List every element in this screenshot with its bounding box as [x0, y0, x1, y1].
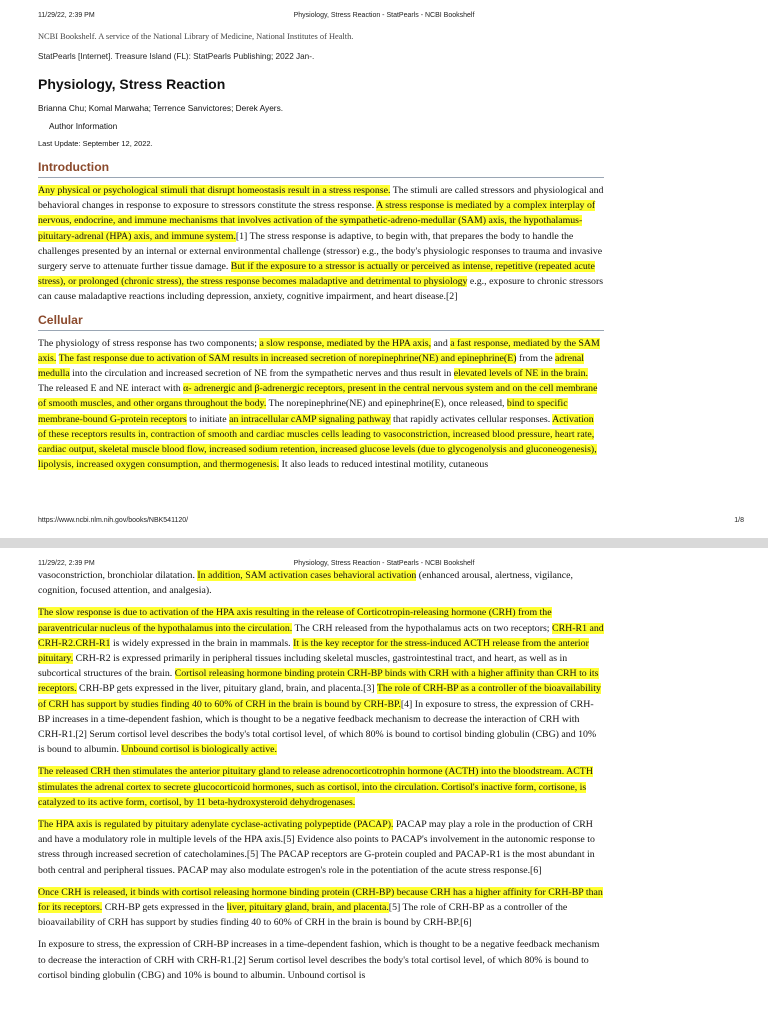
highlighted-text: The fast response due to activation of SAM results in increased secretion of norepinephrine(NE) and epinephrine(E)	[58, 352, 517, 364]
highlighted-text: adrenal medulla	[38, 352, 584, 380]
text-run: into the circulation and increased secretion of NE from the sympathetic nerves and thus result in	[69, 368, 454, 380]
text-run: In exposure to stress, the expression of CRH-BP increases in a time-dependent fashion, which is thought to be a negative feedback mechanism to decrease the interaction of CRH with CRH-R1.[2] Serum cortisol level describes the body's total cortisol level, of which 80% is bound to cortisol binding globulin (CBG) and 10% is bound to albumin. Unbound cortisol is	[38, 939, 600, 981]
print-timestamp: 11/29/22, 2:39 PM	[38, 12, 95, 19]
text-run: [1] The stress response is adaptive, to begin with, that prepares the body to handle the challenges presented by an internal or external environmental challenge (stressor) e.g., the body's physiologic responses to trauma and invasive surgery serve to attenuate further tissue damage.	[38, 230, 603, 273]
highlighted-text: The slow response is due to activation of the HPA axis resulting in the release of Corticotropin-releasing hormone (CRH) from the paraventricular nucleus of the hypothalamus into the circulation.	[38, 607, 552, 634]
text-run: vasoconstriction, bronchiolar dilatation.	[38, 570, 198, 581]
highlighted-text: Any physical or psychological stimuli that disrupt homeostasis result in a stress response.	[38, 185, 391, 196]
highlighted-text: Cortisol releasing hormone binding protein CRH-BP binds with CRH with a higher affinity than CRH to its receptors.	[38, 668, 599, 695]
crh-bp-paragraph	[38, 885, 604, 931]
intro-paragraph	[38, 183, 604, 305]
author-information-link[interactable]: Author Information	[49, 121, 118, 131]
highlighted-text: It is the key receptor for the stress-induced ACTH release from the anterior pituitary.	[38, 637, 589, 665]
text-run: CRH-BP gets expressed in the liver, pituitary gland, brain, and placenta.[3]	[76, 683, 377, 695]
text-run: is widely expressed in the brain in mammals.	[110, 637, 294, 649]
text-run: that rapidly activates cellular responses.	[390, 413, 553, 425]
last-update: Last Update: September 12, 2022.	[38, 139, 153, 148]
text-run: The norepinephrine(NE) and epinephrine(E), once released,	[266, 398, 507, 410]
highlighted-text: The released CRH then stimulates the anterior pituitary gland to release adrenocorticotrophin hormone (ACTH) into the bloodstream. ACTH stimulates the adrenal cortex to secrete glucocorticoid hormones, such as cortisol, into the circulation. Cortisol's inactive form, cortisone, is catalyzed to its active form, cortisol, by 11 beta-hydroxysteroid dehydrogenases.	[38, 766, 593, 808]
text-run: e.g., exposure to chronic stressors can cause maladaptive reactions including depression, anxiety, cognitive impairment, and heart disease.[2]	[38, 276, 604, 303]
highlighted-text: elevated levels of NE in the brain.	[453, 368, 588, 380]
highlighted-text: a slow response, mediated by the HPA axis,	[259, 337, 432, 349]
sam-behavior-paragraph	[38, 568, 604, 598]
acth-paragraph	[38, 764, 604, 810]
text-run: The released E and NE interact with	[38, 383, 184, 395]
page-title: Physiology, Stress Reaction	[38, 76, 226, 92]
text-run: [4] In exposure to stress, the expression of CRH-BP increases in a time-dependent fashion, which is thought to be a negative feedback mechanism to decrease the interaction of CRH with CRH-R1.[2] Serum cortisol level describes the body's total cortisol level, of which 80% is bound to cortisol binding globulin (CBG) and 10% is bound to albumin.	[38, 698, 597, 756]
text-run: CRH-BP gets expressed in the	[102, 902, 227, 914]
article-content	[38, 30, 604, 472]
text-run: PACAP may play a role in the production of CRH and have a modulatory role in multiple levels of the HPA axis.[5] Evidence also points to PACAP's involvement in the autonomic response to stress through increased secretion of catecholamines.[5] The PACAP receptors are G-protein coupled and PACAP-R1 is the most abundant in both central and peripheral tissues. PACAP may also modulate estrogen's role in the potentiation of the acute stress response.[6]	[38, 819, 595, 876]
highlighted-text: A stress response is mediated by a complex interplay of nervous, endocrine, and immune mechanisms that involves activation of the sympathetic-adreno-medullar (SAM) axis, the hypothalamus-pituitary-adrenal (HPA) axis, and immune system.	[38, 200, 596, 242]
highlighted-text: But if the exposure to a stressor is actually or perceived as intense, repetitive (repeated acute stress), or prolonged (chronic stress), the stress response becomes maladaptive and detrimental to physiology	[38, 261, 595, 288]
highlighted-text: CRH-R1 and CRH-R2.	[38, 622, 604, 649]
highlighted-text: liver, pituitary gland, brain, and placenta.	[226, 902, 389, 914]
pdf-page-2	[0, 548, 768, 1024]
text-run: (enhanced arousal, alertness, vigilance, cognition, focused attention, and analgesia).	[38, 570, 573, 597]
print-title: Physiology, Stress Reaction - StatPearls - NCBI Bookshelf	[293, 12, 475, 19]
ncbi-bookshelf-line: NCBI Bookshelf. A service of the National Library of Medicine, National Institutes of Health.	[38, 32, 354, 41]
feedback-paragraph	[38, 937, 604, 983]
text-run: The stimuli are called stressors and physiological and behavioral changes in response to exposure to stressors constitute the stress response.	[38, 185, 604, 212]
print-header	[0, 12, 768, 24]
highlighted-text: a fast response, mediated by the SAM axis.	[38, 337, 600, 364]
text-run: and	[431, 337, 451, 349]
authors: Brianna Chu; Komal Marwaha; Terrence Sanvictores; Derek Ayers.	[38, 103, 284, 113]
highlighted-text: an intracellular cAMP signaling pathway	[229, 413, 391, 425]
section-heading-introduction: Introduction	[38, 160, 604, 178]
text-run: The CRH released from the hypothalamus acts on two receptors;	[292, 622, 553, 634]
highlighted-text: Activation of these receptors results in, contraction of smooth and cardiac muscles cells leading to vasoconstriction, increased blood pressure, heart rate, cardiac output, skeletal muscle blood flow, increased sodium retention, increased glucose levels (due to glycogenolysis and gluconeogenesis), lipolysis, increased oxygen consumption, and thermogenesis.	[38, 413, 597, 471]
page-number: 1/8	[734, 517, 744, 524]
highlighted-text: In addition, SAM activation cases behavioral activation	[197, 570, 417, 581]
highlighted-text: Once CRH is released, it binds with cortisol releasing hormone binding protein (CRH-BP) because CRH has a higher affinity for CRH-BP than for its receptors.	[38, 886, 603, 914]
text-run: It also leads to reduced intestinal motility, cutaneous	[279, 459, 489, 471]
highlighted-text: Unbound cortisol is biologically active.	[121, 744, 277, 756]
highlighted-text: The role of CRH-BP as a controller of the bioavailability of CRH has support by studies finding 40 to 60% of CRH in the brain is bound by CRH-BP.	[38, 683, 601, 710]
print-timestamp: 11/29/22, 2:39 PM	[38, 560, 95, 567]
highlighted-text: bind to specific membrane-bound G-protein receptors	[38, 398, 568, 425]
highlighted-text: CRH-R1	[75, 637, 111, 649]
text-run: CRH-R2 is expressed primarily in peripheral tissues including skeletal muscles, gastrointestinal tract, and heart, as well as in subcortical structures of the brain.	[38, 653, 568, 680]
text-run: [5] The role of CRH-BP as a controller of the bioavailability of CRH has support by studies finding 40 to 60% of CRH in the brain is bound by CRH-BP.[6]	[38, 902, 568, 929]
section-heading-cellular: Cellular	[38, 313, 604, 331]
pacap-paragraph	[38, 817, 604, 878]
text-run: from the	[516, 352, 556, 364]
print-title: Physiology, Stress Reaction - StatPearls - NCBI Bookshelf	[293, 560, 475, 567]
cellular-paragraph	[38, 336, 604, 473]
highlighted-text: α- adrenergic and β-adrenergic receptors, present in the central nervous system and on the cell membrane of smooth muscles, and other organs throughout the body.	[38, 383, 598, 410]
text-run: to initiate	[186, 413, 230, 425]
citation-line: StatPearls [Internet]. Treasure Island (FL): StatPearls Publishing; 2022 Jan-.	[38, 52, 315, 61]
highlighted-text: The HPA axis is regulated by pituitary adenylate cyclase-activating polypeptide (PACAP).	[38, 819, 394, 831]
page-url: https://www.ncbi.nlm.nih.gov/books/NBK541120/	[38, 517, 189, 524]
text-run: The physiology of stress response has two components;	[38, 337, 260, 349]
slow-response-paragraph	[38, 605, 604, 757]
article-content-page-2	[38, 568, 604, 983]
print-footer	[0, 517, 768, 527]
